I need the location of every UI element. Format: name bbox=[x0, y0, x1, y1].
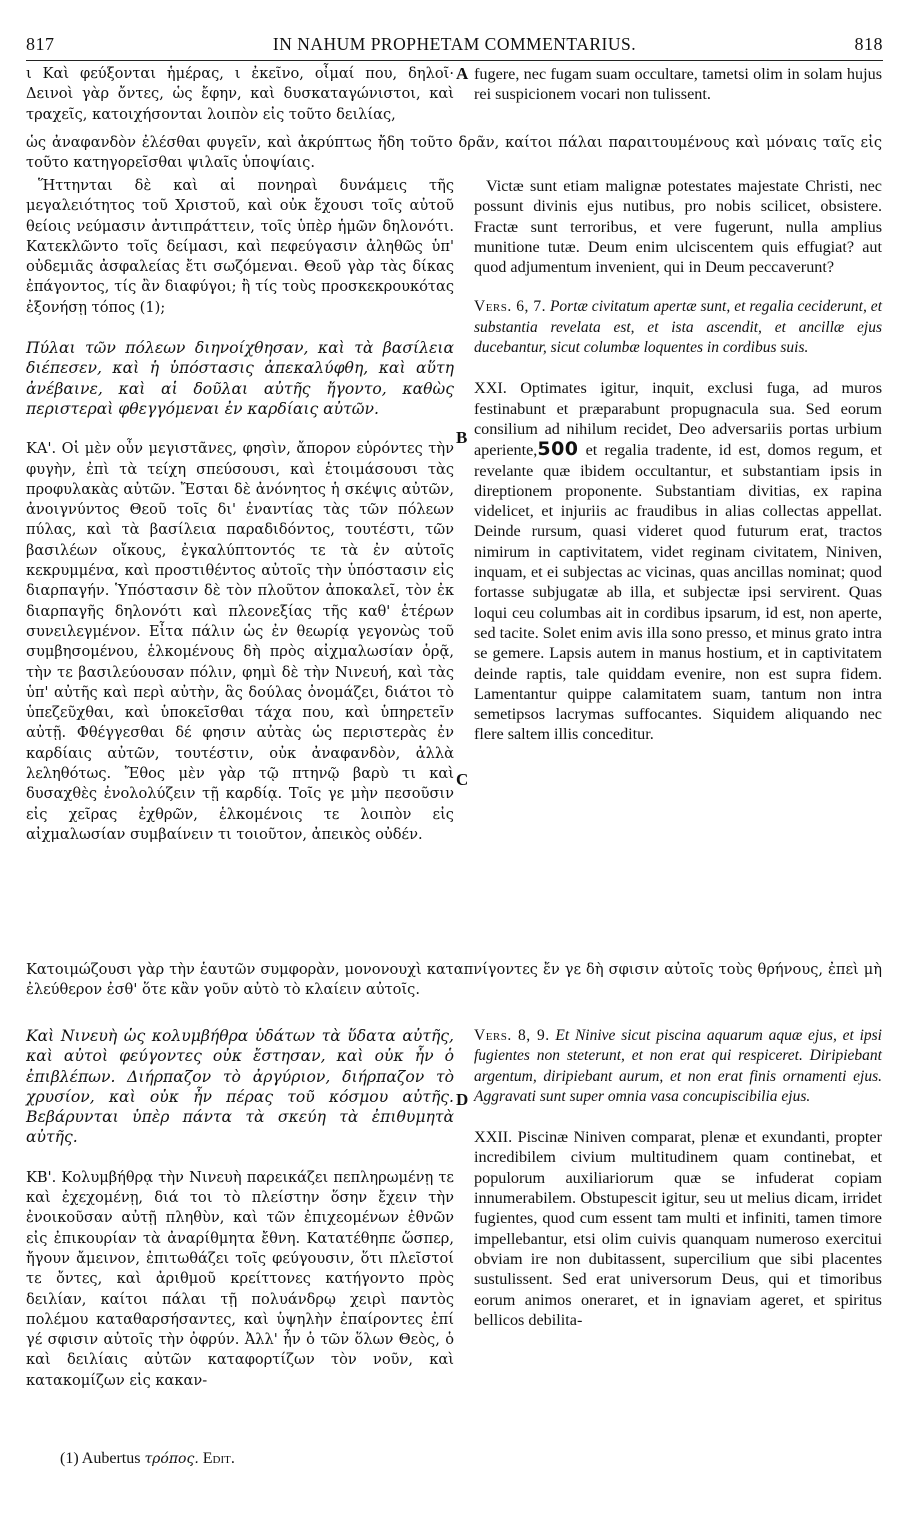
greek-paragraph-6: ΚΒ'. Κολυμβήθρᾳ τὴν Νινευὴ παρεικάζει πεπληρωμένῃ τε καὶ ἐχεχομένῃ, διά τοι τὸ πλείστην ὅσην ἔχειν τὴν ἐνοικοῦσαν αὐτῇ πληθὺν, καὶ τῶν ἐπιχεομένων ἐθνῶν εἰς ἐπικουρίαν τὰ ἀναρίθμητα ἔθνη. Κατατέθηπε ὥσπερ, ἤγουν ἄμεινον, ἐπιτωθάζει τοῖς φεύγουσιν, ὅτι πλεῖστοί τε ὄντες, καὶ ἀριθμοῦ κρείττονες κατήγοντο πρὸς δειλίαν, καίτοι πάλαι τῇ πολυάνδρῳ χειρὶ παντὸς πολέμου καταθαρσήσαντες, καὶ ὑψηλὴν ἐπαίροντες ἐπί γέ σφισιν αὐτοῖς τὴν ὀφρύν. Ἀλλ' ἦν ὁ τῶν ὅλων Θεὸς, ὁ καὶ δειλίαις αὐτῶν καταφορτίζων τὸν νοῦν, καὶ κατακομίζων εἰς κακαν- bbox=[26, 1168, 454, 1389]
wide-text-1 bbox=[26, 133, 882, 174]
latin-paragraph-4-b: et regalia tradente, id est, domos regum, et revelante quæ ibidem occultantur, et substantiam ipsis in direptionem proponente. Substantiam divitias, ex rapina videlicet, et injuriis ac fraudibus in alias collectas appellat. Deinde rursum, quasi videret quod futurum erat, tractos nimirum in captivitatem, videt reginam civitatem, Niniven, inquam, et ei subjectas ac vicinas, quas ancillas nominat; quod fortasse subjugatæ ab illa, et subjectæ ipsi servirent. Quas loqui ceu columbas ait in cordibus ipsarum, id est, non aperte, sed tacite. Solet enim avis illa sono presso, et minus grato intra se gemere. Lapsis autem in manus hostium, et in captivitatem deinde raptis, tale quiddam evenire, non est supra fidem. Lamentantur quippe calamitatem suam, tantum non intra semetipsos lacrymas suffocantes. Siquidem aliquando nec flere saltem illis conceditur. bbox=[474, 441, 883, 744]
page-number-right: 818 bbox=[854, 34, 883, 54]
page-number-left: 817 bbox=[26, 34, 55, 54]
latin-paragraph-2: Victæ sunt etiam malignæ potestates majestate Christi, nec possunt divinis ejus nutibus, pro nobis scilicet, obsistere. Fractæ sunt terroribus, et vere fugerunt, nulla amplius munitione tutæ. Deum enim ulciscentem quis effugiat? aut quod adjumentum invenient, qui in Deum peccaverunt? bbox=[474, 177, 882, 277]
footnote-mark: (1) bbox=[60, 1450, 79, 1467]
header-rule bbox=[26, 60, 883, 61]
margin-marker-c: C bbox=[456, 770, 469, 789]
footnote-text: Aubertus bbox=[81, 1450, 141, 1467]
footnote-edit: Edit. bbox=[202, 1450, 235, 1467]
greek-column-middle bbox=[26, 176, 454, 845]
greek-scripture-2: Καὶ Νινευὴ ὡς κολυμβήθρα ὑδάτων τὰ ὕδατα αὐτῆς, καὶ αὐτοὶ φεύγοντες οὐκ ἔστησαν, καὶ οὐκ ἦν ὁ ἐπιβλέπων. Διήρπαζον τὸ ἀργύριον, διήρπαζον τὸ χρυσίον, καὶ οὐκ ἦν πέρας τοῦ κόσμου αὐτῆς. Βεβάρυνται ὑπὲρ πάντα τὰ σκεύη τὰ ἐπιθυμητὰ αὐτῆς. bbox=[26, 1027, 454, 1147]
verse-text-8-9: Et Ninive sicut piscina aquarum aquæ ejus, et ipsi fugientes non steterunt, et non erat qui respiceret. Diripiebant argentum, diripiebant aurum, et non erat finis ornamenti ejus. Aggravati sunt super omnia vasa concupiscibilia ejus. bbox=[474, 1027, 882, 1105]
latin-paragraph-4 bbox=[474, 378, 882, 744]
greek-column-lower bbox=[26, 1026, 454, 1391]
wide-paragraph-2: Κατοιμώζουσι γὰρ τὴν ἑαυτῶν συμφορὰν, μονονουχὶ καταπνίγοντες ἔν γε δὴ σφισιν αὐτοῖς τοὺς θρήνους, ἐπεὶ μὴ ἐλεύθερον ἐσθ' ὅτε κἂν γοῦν αὐτὸ τὸ κλαίειν αὐτοῖς. bbox=[26, 961, 882, 999]
latin-paragraph-1: fugere, nec fugam suam occultare, tametsi olim in solam hujus rei suspicionem vocari non tulissent. bbox=[474, 65, 882, 104]
margin-marker-a: A bbox=[456, 64, 469, 83]
latin-column-middle bbox=[474, 176, 882, 745]
latin-verse-6-7 bbox=[474, 297, 882, 358]
margin-marker-d: D bbox=[456, 1090, 469, 1109]
latin-column-top bbox=[474, 64, 882, 105]
wide-paragraph-1: ὡς ἀναφανδὸν ἐλέσθαι φυγεῖν, καὶ ἀκρύπτως ἤδη τοῦτο δρᾶν, καίτοι πάλαι παραιτουμένους καὶ μόναις ταῖς εἰς τοῦτο κατηγορεῖσθαι ψιλαῖς ὑποψίαις. bbox=[26, 134, 882, 172]
running-header bbox=[26, 34, 883, 58]
latin-column-lower bbox=[474, 1026, 882, 1330]
column-number-500: 500 bbox=[537, 438, 579, 461]
margin-marker-b: B bbox=[456, 428, 468, 447]
running-title: IN NAHUM PROPHETAM COMMENTARIUS. bbox=[272, 34, 637, 54]
verse-label-6-7: Vers. 6, 7. bbox=[474, 298, 546, 316]
greek-paragraph-1: ι Καὶ φεύξονται ἡμέρας, ι ἐκεῖνο, οἶμαί που, δηλοῖ· Δεινοὶ γὰρ ὄντες, ὡς ἔφην, καὶ δυσκαταγώνιστοι, καὶ τραχεῖς, κατοιχήσονται λοιπὸν εἰς τοῦτο δειλίας, bbox=[26, 65, 454, 123]
greek-column-top bbox=[26, 64, 454, 125]
greek-paragraph-4: ΚΑ'. Οἱ μὲν οὖν μεγιστᾶνες, φησὶν, ἄπορον εὑρόντες τὴν φυγὴν, ἐπὶ τὰ τείχη σπεύσουσι, καὶ ἑτοιμάσουσι τὰς προφυλακὰς αὐτῶν. Ἔσται δὲ ἀνόνητος ἡ σκέψις αὐτῶν, ἀνοιγνύντος Θεοῦ τοῖς δι' ἐναντίας τὰς τῶν πόλεων πύλας, καὶ τὰ βασίλεια παραδιδόντος, τουτέστι, τῶν βασιλέων οἴκους, ἐγκαλύπτοντός τε τὰ ἐν αὐτοῖς κεκρυμμένα, καὶ προστιθέντος αὐτοῖς τὴν ὑπόστασιν εἰς διαρπαγήν. Ὑπόστασιν δὲ τὸν πλοῦτον ἀποκαλεῖ, τὸν ἐκ διαρπαγῆς δηλονότι καὶ πλεονεξίας τῆς καθ' ἑτέρων συνειλεγμένον. Εἶτα πάλιν ὡς ἐν θεωρίᾳ γεγονὼς τοῦ συμβησομένου, ἑλκομένους δὴ πρὸς αἰχμαλωσίαν ὁρᾷ, τὴν τε βασιλεύουσαν πόλιν, φημὶ δὲ τὴν Νινευή, καὶ τὰς ὑπ' αὐτῆς καὶ περὶ αὐτὴν, ἃς δούλας ὀνομάζει, διάτοι τὸ ὑπεζεῦχθαι, καὶ ὑποκεῖσθαι τάχα που, καὶ ὑπηρετεῖν αὐτῇ. Φθέγγεσθαι δέ φησιν αὐτὰς ὡς περιστερὰς ἐν καρδίαις αὐτῶν, τουτέστιν, οὐκ ἀναφανδὸν, ἀλλὰ λεληθότως. Ἔθος μὲν γὰρ τῷ πτηνῷ βαρὺ τι καὶ δυσαχθὲς ἐνολολύζειν τῇ καρδίᾳ. Τοῖς γε μὴν πεσοῦσιν εἰς χεῖρας ἐχθρῶν, ἑλκομένοις τε λοιπὸν εἰς αἰχμαλωσίαν συμβαίνειν τι τοιοῦτον, ἀπεικὸς οὐδέν. bbox=[26, 440, 454, 843]
wide-text-2 bbox=[26, 960, 882, 1001]
latin-paragraph-4-a: XXI. Optimates igitur, inquit, exclusi fuga, ad muros festinabunt et præparabunt propugnacula sua. Sed eorum consilium ad nihilum recidet, Deo adversariis portas urbium aperiente, bbox=[474, 379, 882, 460]
verse-text-6-7: Portæ civitatum apertæ sunt, et regalia ceciderunt, et substantia revelata est, et ista ascendit, et ancillæ ejus ducebantur, sicut columbæ loquentes in cordibus suis. bbox=[474, 298, 882, 357]
footnote bbox=[60, 1450, 235, 1468]
latin-paragraph-6: XXII. Piscinæ Niniven comparat, plenæ et exundanti, propter incredibilem civium multitudinem quam continebat, et populorum auxiliariorum quæ se infuderat copiam innumerabilem. Obstupescit igitur, seu ut melius dicam, irridet fugientes, quod cum essent tam multi et infiniti, tamen timore impellebantur, etsi olim cuivis quanquam numeroso exercitui obviam ire non dubitassent, supercilium que sibi placentes sustulissent. Sed erat universorum Deus, qui et timoribus eorum animos oneraret, et in ignaviam ageret, et spiritus bellicos debilita- bbox=[474, 1128, 882, 1329]
verse-label-8-9: Vers. 8, 9. bbox=[474, 1027, 550, 1044]
latin-verse-8-9 bbox=[474, 1026, 882, 1107]
greek-scripture-1: Πύλαι τῶν πόλεων διηνοίχθησαν, καὶ τὰ βασίλεια διέπεσεν, καὶ ἡ ὑπόστασις ἀπεκαλύφθη, καὶ αὕτη ἀνέβαινε, καὶ αἱ δοῦλαι αὐτῆς ἤγοντο, καθὼς περιστεραὶ φθεγγόμεναι ἐν καρδίαις αὐτῶν. bbox=[26, 339, 454, 418]
footnote-greek: τρόπος. bbox=[144, 1451, 199, 1467]
greek-paragraph-2: Ἥττηνται δὲ καὶ αἱ πονηραὶ δυνάμεις τῆς μεγαλειότητος τοῦ Χριστοῦ, καὶ οὐκ ἔχουσι τοῖς αὐτοῦ θείοις νεύμασιν ἀντιπράττειν, τοῖς ὑπὲρ ἡμῶν δηλονότι. Κατεκλῶντο τοῖς δείμασι, καὶ πεφεύγασιν ἀληθῶς ὑπ' οὐδεμιᾶς ἀσφαλείας ἔτι σωζόμεναι. Θεοῦ γὰρ τὰς δίκας ἐπάγοντος, τίς ἂν διαφύγοι; ἢ τίς τοὺς προσκεκρουκότας ἐξονήσῃ τόπος (1); bbox=[26, 177, 454, 316]
